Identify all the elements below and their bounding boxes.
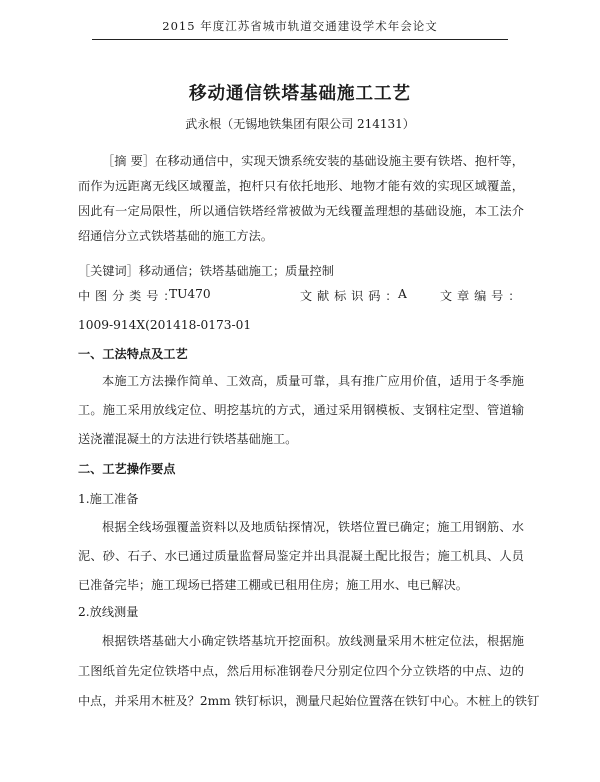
abstract-line: 因此有一定局限性，所以通信铁塔经常被做为无线覆盖理想的基础设施，本工法介 bbox=[78, 204, 524, 218]
section-heading: 二、工艺操作要点 bbox=[78, 462, 176, 476]
paragraph-line: 工图纸首先定位铁塔中点，然后用标准钢卷尺分别定位四个分立铁塔的中点、边的 bbox=[78, 664, 524, 678]
clc-label: 中 图 分 类 号 ： bbox=[78, 289, 176, 303]
clc-value: TU470 bbox=[169, 287, 211, 301]
paragraph-line: 根据全线场强覆盖资料以及地质钻探情况，铁塔位置已确定；施工用钢筋、水 bbox=[102, 520, 524, 534]
paper-title: 移动通信铁塔基础施工工艺 bbox=[189, 84, 411, 104]
doc-code-value: A bbox=[398, 287, 407, 301]
keywords: ［关键词］移动通信；铁塔基础施工；质量控制 bbox=[78, 264, 334, 278]
abstract-line: 而作为远距离无线区域覆盖，抱杆只有依托地形、地物才能有效的实现区域覆盖， bbox=[78, 179, 524, 193]
subsection-heading: 1.施工准备 bbox=[78, 492, 139, 506]
paragraph-line: 本施工方法操作简单、工效高，质量可靠，具有推广应用价值，适用于冬季施 bbox=[102, 374, 524, 388]
article-no-value: 1009-914X(201418-0173-01 bbox=[78, 318, 252, 332]
section-heading: 一、工法特点及工艺 bbox=[78, 347, 188, 361]
author-affiliation: 武永根（无锡地铁集团有限公司 214131） bbox=[185, 117, 415, 131]
paragraph-line: 根据铁塔基础大小确定铁塔基坑开挖面积。放线测量采用木桩定位法，根据施 bbox=[102, 634, 524, 648]
paragraph-line: 工。施工采用放线定位、明挖基坑的方式，通过采用钢模板、支钢柱定型、管道输 bbox=[78, 403, 524, 417]
article-no-label: 文 章 编 号 ： bbox=[440, 289, 521, 303]
paragraph-line: 已准备完毕；施工现场已搭建工棚或已租用住房；施工用水、电已解决。 bbox=[78, 578, 468, 592]
paragraph-line: 泥、砂、石子、水已通过质量监督局鉴定并出具混凝土配比报告；施工机具、人员 bbox=[78, 549, 524, 563]
subsection-heading: 2.放线测量 bbox=[78, 605, 139, 619]
abstract-line: ［摘 要］在移动通信中，实现天馈系统安装的基础设施主要有铁塔、抱杆等， bbox=[102, 154, 524, 168]
header-rule bbox=[92, 39, 508, 40]
doc-code-label: 文 献 标 识 码 ： bbox=[300, 289, 398, 303]
paragraph-line: 中点，并采用木桩及？2mm 铁钉标识，测量尺起始位置落在铁钉中心。木桩上的铁钉 bbox=[78, 694, 540, 708]
paragraph-line: 送浇灌混凝土的方法进行铁塔基础施工。 bbox=[78, 432, 298, 446]
abstract-line: 绍通信分立式铁塔基础的施工方法。 bbox=[78, 229, 273, 243]
running-header: 2015 年度江苏省城市轨道交通建设学术年会论文 bbox=[162, 19, 438, 33]
